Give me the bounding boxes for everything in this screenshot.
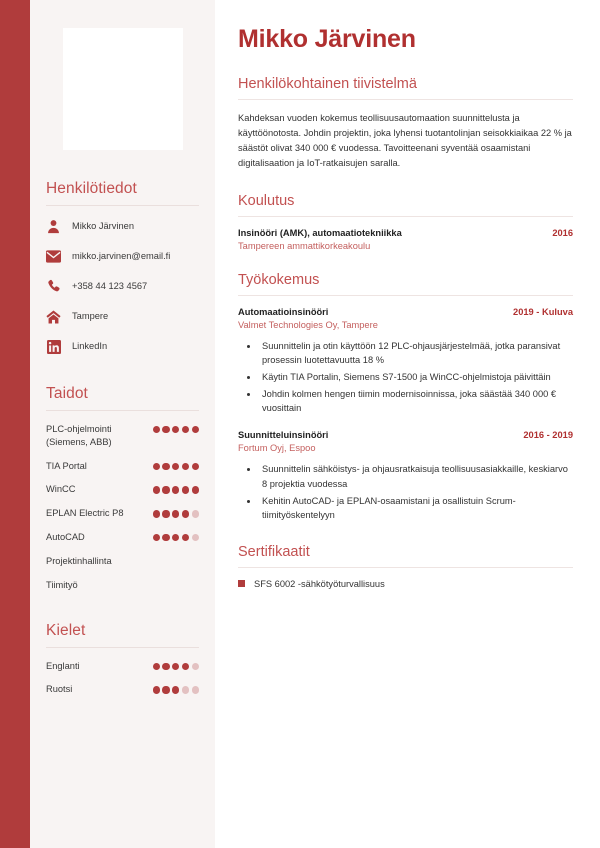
square-bullet-icon — [238, 580, 245, 587]
rating-dot — [162, 486, 169, 493]
skill-rating-dots — [153, 683, 199, 693]
experience-list — [238, 307, 573, 523]
entry-header — [238, 228, 573, 238]
divider — [46, 647, 199, 648]
rating-dot — [182, 510, 189, 517]
contact-text: Mikko Järvinen — [72, 220, 135, 231]
rating-dot — [192, 510, 199, 517]
entry-date: 2016 — [552, 227, 573, 238]
rating-dot — [182, 686, 189, 693]
skill-name: EPLAN Electric P8 — [46, 508, 124, 519]
skill-name: TIA Portal — [46, 460, 87, 471]
contact-item-linkedin[interactable] — [46, 338, 199, 355]
skill-row — [46, 579, 199, 592]
section-education — [238, 193, 573, 251]
certificate-text: SFS 6002 -sähkötyöturvallisuus — [254, 578, 385, 589]
rating-dot — [162, 534, 169, 541]
rating-dot — [172, 486, 179, 493]
skill-rating-dots — [153, 423, 199, 433]
contact-item-phone[interactable] — [46, 278, 199, 295]
entry-subtitle: Fortum Oyj, Espoo — [238, 443, 316, 454]
rating-dot — [182, 486, 189, 493]
rating-dot — [172, 686, 179, 693]
rating-dot — [192, 426, 199, 433]
entry-bullets — [238, 339, 573, 416]
divider — [238, 295, 573, 296]
page-title: Mikko Järvinen — [238, 25, 416, 53]
skill-row — [46, 507, 199, 520]
entry — [238, 307, 573, 416]
rating-dot — [192, 463, 199, 470]
list-item: • Suunnittelin sähköistys- ja ohjausratkaisuja teollisuusasiakkaille, keskiarvo 8 projektia vuodessa — [259, 462, 573, 491]
contact-text: LinkedIn — [72, 340, 108, 351]
rating-dot — [162, 663, 169, 670]
linkedin-icon — [46, 339, 61, 354]
section-experience — [238, 272, 573, 523]
entry-title: Insinööri (AMK), automaatiotekniikka — [238, 227, 402, 238]
certificates-list — [238, 579, 573, 589]
contact-item-name — [46, 218, 199, 235]
rating-dot — [162, 463, 169, 470]
contact-item-location — [46, 308, 199, 325]
divider — [46, 410, 199, 411]
sidebar-heading-personal: Henkilötiedot — [46, 180, 137, 197]
phone-icon — [46, 279, 61, 294]
rating-dot — [153, 663, 160, 670]
skill-row — [46, 483, 199, 496]
skill-name: Tiimityö — [46, 579, 78, 590]
skill-rating-dots — [153, 483, 199, 493]
skill-name: PLC-ohjelmointi (Siemens, ABB) — [46, 424, 112, 447]
entry — [238, 430, 573, 523]
entry-date: 2019 - Kuluva — [513, 306, 573, 317]
entry-subtitle: Tampereen ammattikorkeakoulu — [238, 240, 371, 251]
summary-text: Kahdeksan vuoden kokemus teollisuusautomaation suunnittelusta ja käyttöönotosta. Johdin projektin, joka lyhensi tuotantolinjan seisokkiaikaa 22 % ja säästöt olivat 340 000 € vuodessa. Tavoitteenani syventää osaamistani digitalisaation ja IoT-ratkaisujen saralla. — [238, 112, 572, 168]
skill-name: Projektinhallinta — [46, 555, 112, 566]
section-heading-experience: Työkokemus — [238, 271, 320, 288]
rating-dot — [153, 426, 160, 433]
rating-dot — [182, 663, 189, 670]
section-summary — [238, 76, 573, 171]
skill-row — [46, 531, 199, 544]
skill-rating-dots — [153, 531, 199, 541]
skill-name: Ruotsi — [46, 684, 73, 695]
photo-placeholder — [63, 28, 183, 150]
list-item: • Suunnittelin ja otin käyttöön 12 PLC-ohjausjärjestelmää, jotka paransivat prosessin luotettavuutta 18 % — [259, 339, 573, 368]
rating-dot — [153, 510, 160, 517]
entry-header — [238, 430, 573, 440]
rating-dot — [162, 686, 169, 693]
section-heading-certificates: Sertifikaatit — [238, 543, 310, 560]
contact-list — [46, 218, 199, 355]
skill-name: WinCC — [46, 484, 76, 495]
contact-text: +358 44 123 4567 — [72, 280, 148, 291]
envelope-icon — [46, 249, 61, 264]
entry-date: 2016 - 2019 — [523, 430, 573, 441]
list-item: • Kehitin AutoCAD- ja EPLAN-osaamistani ja osallistuin Scrum-tiimityöskentelyyn — [259, 494, 573, 523]
divider — [238, 216, 573, 217]
skill-rating-dots — [153, 460, 199, 470]
skill-row — [46, 460, 199, 473]
rating-dot — [172, 463, 179, 470]
entry-title: Automaatioinsinööri — [238, 306, 329, 317]
rating-dot — [192, 686, 199, 693]
rating-dot — [153, 463, 160, 470]
rating-dot — [172, 663, 179, 670]
rating-dot — [182, 534, 189, 541]
rating-dot — [182, 426, 189, 433]
main-content — [215, 0, 600, 848]
divider — [46, 205, 199, 206]
entry-subtitle: Valmet Technologies Oy, Tampere — [238, 319, 378, 330]
education-list — [238, 228, 573, 251]
languages-list — [46, 660, 199, 697]
contact-item-email[interactable] — [46, 248, 199, 265]
certificate-item — [238, 579, 573, 589]
rating-dot — [153, 686, 160, 693]
skill-rating-dots — [153, 660, 199, 670]
entry-bullets — [238, 462, 573, 523]
skill-row — [46, 660, 199, 673]
home-icon — [46, 309, 61, 324]
entry-title: Suunnitteluinsinööri — [238, 430, 329, 441]
skills-list — [46, 423, 199, 592]
skill-row — [46, 683, 199, 696]
rating-dot — [192, 663, 199, 670]
sidebar — [30, 0, 215, 848]
rating-dot — [172, 510, 179, 517]
rating-dot — [153, 486, 160, 493]
divider — [238, 567, 573, 568]
sidebar-heading-languages: Kielet — [46, 621, 86, 639]
photo-container — [46, 0, 199, 150]
rating-dot — [182, 463, 189, 470]
list-item: • Käytin TIA Portalin, Siemens S7-1500 ja WinCC-ohjelmistoja päivittäin — [259, 370, 573, 385]
rating-dot — [162, 510, 169, 517]
rating-dot — [162, 426, 169, 433]
skill-row — [46, 423, 199, 449]
rating-dot — [172, 426, 179, 433]
divider — [238, 99, 573, 100]
contact-text: mikko.jarvinen@email.fi — [72, 250, 171, 261]
rating-dot — [172, 534, 179, 541]
skill-name: AutoCAD — [46, 532, 85, 543]
skill-rating-dots — [153, 507, 199, 517]
skill-row — [46, 555, 199, 568]
person-icon — [46, 219, 61, 234]
section-certificates — [238, 544, 573, 589]
rating-dot — [192, 534, 199, 541]
section-heading-summary: Henkilökohtainen tiivistelmä — [238, 75, 417, 92]
rating-dot — [192, 486, 199, 493]
entry — [238, 228, 573, 251]
contact-text: Tampere — [72, 310, 109, 321]
entry-header — [238, 307, 573, 317]
section-heading-education: Koulutus — [238, 192, 295, 209]
skill-name: Englanti — [46, 660, 80, 671]
left-accent-bar — [0, 0, 30, 848]
list-item: • Johdin kolmen hengen tiimin modernisoinnissa, joka säästää 340 000 € vuosittain — [259, 387, 573, 416]
rating-dot — [153, 534, 160, 541]
sidebar-heading-skills: Taidot — [46, 385, 88, 402]
